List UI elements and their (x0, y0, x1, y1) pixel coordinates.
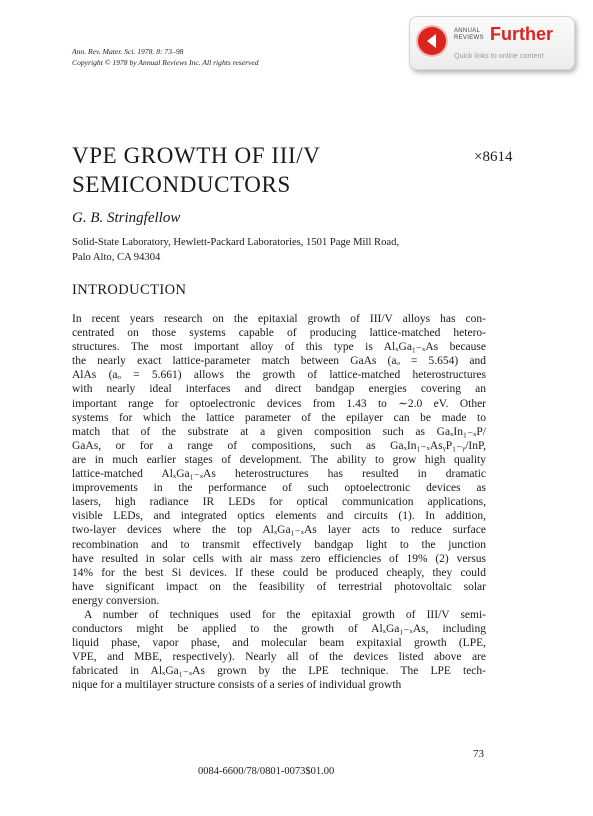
body-line: have resulted in solar cells with air mass zero efficiencies of 19% (2) versus (72, 552, 486, 565)
section-heading: INTRODUCTION (72, 282, 187, 298)
body-line: important range for optoelectronic devices from 1.43 to ∼2.0 eV. Other (72, 397, 486, 410)
article-title (72, 141, 320, 199)
title-line-2: SEMICONDUCTORS (72, 172, 291, 197)
page-number: 73 (473, 748, 484, 760)
paragraph-1 (72, 312, 486, 608)
body-line: 14% for the best Si devices. If these could be produced cheaply, they could (72, 566, 486, 579)
badge-annual-label: ANNUAL (454, 28, 481, 34)
title-line-1: VPE GROWTH OF III/V (72, 143, 321, 168)
arrow-left-icon (418, 27, 446, 55)
body-line: GaAs, or for a range of compositions, such as GaₓIn₁₋ₓAsᵧP₁₋ᵧ/InP, (72, 439, 486, 452)
body-line: visible LEDs, and integrated optics elements and circuits (1). In addition, (72, 510, 486, 523)
article-code: ×8614 (474, 149, 513, 165)
body-line: are in much earlier stages of development. The ability to grow high quality (72, 453, 486, 466)
badge-reviews-label: REVIEWS (454, 35, 484, 41)
body-line: two-layer devices where the top AlₓGa₁₋ₓAs layer acts to reduce surface (72, 524, 486, 537)
paragraph-2 (72, 608, 486, 693)
body-line: lasers, high radiance IR LEDs for optical communication applications, (72, 496, 486, 509)
body-line: lattice-matched AlₓGa₁₋ₓAs heterostructures has resulted in dramatic (72, 468, 486, 481)
badge-annual-reviews (454, 28, 490, 42)
body-line: conductors might be applied to the growth of AlₓGa₁₋ₓAs, including (72, 623, 486, 636)
body-line: improvements in the performance of such optoelectronic devices as (72, 482, 486, 495)
body-line: AlAs (aₒ = 5.661) allows the growth of lattice-matched heterostructures (72, 369, 486, 382)
body-line: In recent years research on the epitaxial growth of III/V alloys has con- (72, 313, 486, 325)
body-line: structures. The most important alloy of this type is AlₓGa₁₋ₓAs because (72, 341, 486, 354)
footer-code: 0084-6600/78/0801-0073$01.00 (198, 766, 335, 777)
body-text (72, 312, 486, 693)
body-line: match that of the substrate at a given composition such as GaₓIn₁₋ₓP/ (72, 425, 486, 438)
journal-citation (72, 46, 259, 68)
body-line: nique for a multilayer structure consists of a series of individual growth (72, 679, 402, 692)
body-line: fabricated in AlₓGa₁₋ₓAs grown by the LPE technique. The LPE tech- (72, 665, 486, 678)
further-links-badge[interactable] (409, 16, 575, 70)
body-line: A number of techniques used for the epitaxial growth of III/V semi- (84, 608, 486, 621)
body-line: energy conversion. (72, 594, 160, 607)
affiliation-line-2: Palo Alto, CA 94304 (72, 252, 161, 263)
citation-line-1: Ann. Rev. Mater. Sci. 1978. 8: 73–98 (72, 47, 184, 56)
body-line: VPE, and MBE, respectively). Nearly all of the devices listed above are (72, 651, 486, 664)
badge-further-label: Further (490, 24, 553, 44)
author-name: G. B. Stringfellow (72, 210, 181, 226)
author-affiliation (72, 235, 399, 265)
body-line: with nearly ideal interfaces and direct bandgap energies covering an (72, 383, 486, 396)
citation-line-2: Copyright © 1978 by Annual Reviews Inc. All rights reserved (72, 58, 259, 67)
body-line: have significant impact on the feasibility of terrestrial photovoltaic solar (72, 580, 486, 593)
badge-subtitle: Quick links to online content (454, 51, 544, 60)
affiliation-line-1: Solid-State Laboratory, Hewlett-Packard Laboratories, 1501 Page Mill Road, (72, 237, 400, 248)
body-line: recombination and to transmit effectively bandgap light to the junction (72, 538, 486, 551)
body-line: systems for which the lattice parameter of the epilayer can be made to (72, 411, 486, 424)
body-line: liquid phase, vapor phase, and molecular beam expitaxial growth (LPE, (72, 637, 486, 650)
body-line: the nearly exact lattice-parameter match between GaAs (aₒ = 5.654) and (72, 355, 486, 368)
body-line: centrated on those systems capable of producing lattice-matched hetero- (72, 327, 486, 340)
